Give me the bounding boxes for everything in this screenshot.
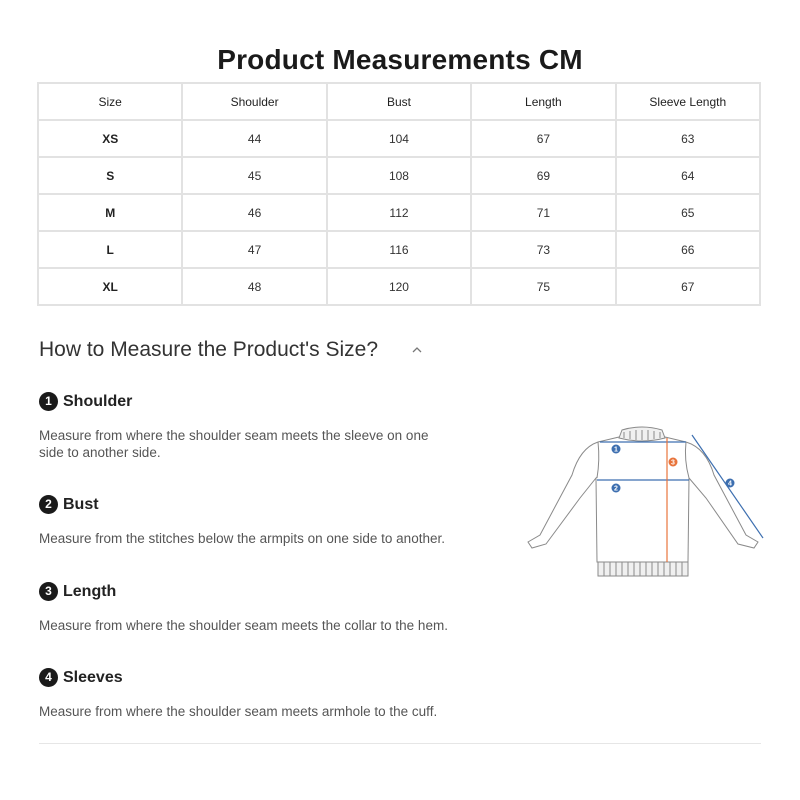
table-row [38,120,760,157]
shoulder-cell: 47 [182,231,326,268]
bust-cell: 108 [327,157,471,194]
section-sleeves-heading [39,668,123,687]
bust-cell: 116 [327,231,471,268]
header-bust: Bust [327,83,471,120]
text-line: side to another side. [39,445,161,460]
shoulder-cell: 45 [182,157,326,194]
length-cell: 69 [471,157,615,194]
sleeve-length-cell: 67 [616,268,760,305]
length-cell: 75 [471,268,615,305]
marker-4-label: 4 [728,480,732,488]
bust-cell: 120 [327,268,471,305]
sleeve-length-cell: 63 [616,120,760,157]
marker-3-label: 3 [671,459,675,467]
header-shoulder: Shoulder [182,83,326,120]
sleeve-length-cell: 66 [616,231,760,268]
shoulder-cell: 44 [182,120,326,157]
section-title: Sleeves [63,669,123,686]
shoulder-cell: 48 [182,268,326,305]
size-cell: XS [38,120,182,157]
section-title: Length [63,583,117,600]
text-line: Measure from where the shoulder seam meets the sleeve on one [39,428,429,443]
sleeve-length-cell: 65 [616,194,760,231]
section-bust-text [39,530,445,547]
page-title: Product Measurements CM [217,44,583,75]
section-length-text [39,617,448,634]
number-badge: 4 [39,668,58,687]
marker-1-label: 1 [614,446,618,454]
sleeve-length-cell: 64 [616,157,760,194]
size-cell: M [38,194,182,231]
number-badge: 3 [39,582,58,601]
size-chart-table [37,82,761,306]
text-line: Measure from where the shoulder seam meets armhole to the cuff. [39,704,438,719]
size-cell: L [38,231,182,268]
bust-cell: 112 [327,194,471,231]
sweater-measurement-diagram [520,420,770,585]
text-line: Measure from where the shoulder seam meets the collar to the hem. [39,618,448,633]
chevron-up-icon[interactable] [410,343,424,357]
section-shoulder-heading [39,392,132,411]
bust-cell: 104 [327,120,471,157]
table-row [38,268,760,305]
table-row [38,157,760,194]
number-badge: 2 [39,495,58,514]
size-cell: S [38,157,182,194]
length-cell: 71 [471,194,615,231]
header-size: Size [38,83,182,120]
text-line: Measure from the stitches below the armpits on one side to another. [39,531,445,546]
number-badge: 1 [39,392,58,411]
section-title: Bust [63,496,99,513]
length-cell: 73 [471,231,615,268]
section-length-heading [39,582,116,601]
marker-2-label: 2 [614,485,618,493]
table-row [38,194,760,231]
section-bust-heading [39,495,99,514]
table-header-row [38,83,760,120]
length-cell: 67 [471,120,615,157]
section-sleeves-text [39,703,437,720]
how-to-measure-heading[interactable]: How to Measure the Product's Size? [39,338,379,361]
header-length: Length [471,83,615,120]
section-shoulder-text [39,427,428,461]
table-row [38,231,760,268]
divider [39,743,761,744]
header-sleeve-length: Sleeve Length [616,83,760,120]
size-cell: XL [38,268,182,305]
section-title: Shoulder [63,393,133,410]
shoulder-cell: 46 [182,194,326,231]
